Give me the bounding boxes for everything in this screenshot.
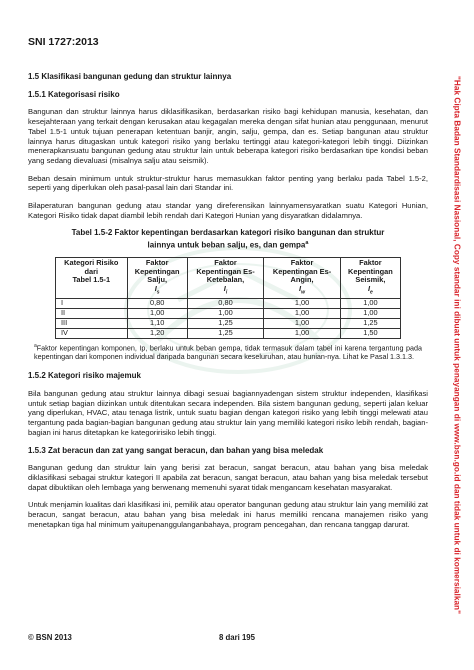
table-caption-line2: lainnya untuk beban salju, es, dan gempa [147,241,306,251]
table-cell: 1,25 [340,318,400,328]
subsection-heading-1-5-1: 1.5.1 Kategorisasi risiko [28,89,120,99]
header-line: Tabel 1.5-1 [72,275,111,285]
section-title: 1.5 Klasifikasi bangunan gedung dan struktur lainnya [28,72,232,81]
header-ice-wind-factor [264,258,341,299]
header-symbol: $I_i$ [223,283,228,296]
header-line: Seismik, [355,275,386,285]
footer-page-number: 8 dari 195 [219,633,255,642]
table-cell-category: IV [56,328,128,338]
header-symbol: $I_e$ [367,283,373,296]
header-line: Kepentingan [134,266,180,276]
table-row [56,318,401,328]
table-cell: 1,00 [264,308,341,318]
table-cell: 1,00 [127,308,187,318]
paragraph: Bilaperaturan bangunan gedung atau standar yang direferensikan lainnyamensyaratkan suatu Kategori Hunian, Kategori Risiko tidak dapat diambil lebih rendah dari Kategori Hunian yang disyaratkan didalamnya. [28,201,428,220]
header-snow-factor [127,258,187,299]
table-caption-sup: a [305,240,309,247]
header-line: Salju, [147,275,168,285]
header-line: Kepentingan Es- [272,266,332,276]
header-line: Kepentingan Es- [196,266,255,276]
paragraph: Bila bangunan gedung atau struktur lainnya dibagi sesuai bagiannyadengan sistem struktur independen, klasifikasi untuk setiap bagian diizinkan untuk ditentukan secara independen. Bila sistem bangunan gedung, seperti jalan keluar yang diperlukan, HVAC, atau tenaga listrik, untuk suatu bagian dengan kategori risiko yang lebih tinggi melewati atau tergantung pada bagian-bagian bangunan gedung atau struktur lain yang memiliki kategori risiko lebih rendah, bagian-bagian ini harus ditetapkan ke kategoririsiko lebih tinggi. [28,389,428,437]
table-cell: 0,80 [187,298,264,308]
header-symbol: $I_s$ [154,283,160,296]
table-caption-line1: Tabel 1.5-2 Faktor kepentingan berdasarkan kategori risiko bangunan dan struktur [71,228,385,238]
header-line: Faktor [359,258,382,268]
subsection-heading-1-5-2: 1.5.2 Kategori risiko majemuk [28,371,141,381]
header-line: dari [84,266,99,276]
header-line: Kategori Risiko [64,258,119,268]
footnote-text: Faktor kepentingan komponen, Ip, berlaku untuk beban gempa, tidak termasuk dalam tabel ini karena tergantung pada kepentingan dari komponen individual daripada bangunan secara keseluruhan, atau hunian-nya. Lihat ke Pasal 1.3.1.3. [34,343,422,362]
header-line: Faktor [145,258,169,268]
standard-code: SNI 1727:2013 [28,36,99,48]
header-line: Faktor [214,258,237,268]
table-cell: 1,50 [340,328,400,338]
paragraph: Bangunan gedung dan struktur lain yang berisi zat beracun, sangat beracun, atau bahan yang bisa meledak diklasifikasi sebagai struktur kategori II apabila zat beracun, sangat beracun, atau bahan yang bisa meledak tersebut dapat dibuktikan oleh lembaga yang berwenang memenuhi syarat tidak mengancam kesehatan masyarakat. [28,463,428,492]
header-ice-thickness-factor [187,258,264,299]
table-row [56,298,401,308]
table-cell: 1,00 [264,298,341,308]
importance-factor-table [55,257,401,339]
table-cell: 0,80 [127,298,187,308]
table-cell-category: III [56,318,128,328]
table-cell: 1,10 [127,318,187,328]
footer-copyright: © BSN 2013 [28,633,72,642]
header-symbol: $I_w$ [299,283,305,296]
table-cell: 1,00 [340,308,400,318]
table-cell-category: II [56,308,128,318]
table-row [56,328,401,338]
table-footnote [34,342,422,361]
header-line: Ketebalan, [206,275,245,285]
table-header-row [56,258,401,299]
header-line: Faktor [290,258,314,268]
table-cell: 1,00 [340,298,400,308]
table-cell: 1,25 [187,318,264,328]
table-cell: 1,00 [264,328,341,338]
table-row [56,308,401,318]
paragraph: Bangunan dan struktur lainnya harus diklasifikasikan, berdasarkan risiko bagi kehidupan manusia, kesehatan, dan kesejahteraan yang terkait dengan kerusakan atau kegagalan mereka dengan sifat hunian atau penggunaan, menurut Tabel 1.5-1 untuk tujuan penerapan ketentuan banjir, angin, salju, gempa, dan es. Setiap bangunan atau struktur lainnya harus ditugaskan untuk kategori risiko yang berlaku tertinggi atau kategori-kategori lebih tinggi. Diizinkan menerapkansuatu bangunan gedung atau struktur lain untuk beberapa kategori risiko berdasarkan tipe kondisi beban yang sedang dievaluasi (misalnya salju atau seismik). [28,107,428,165]
table-cell-category: I [56,298,128,308]
subsection-heading-1-5-3: 1.5.3 Zat beracun dan zat yang sangat beracun, dan bahan yang bisa meledak [28,445,324,455]
paragraph: Untuk menjamin kualitas dari klasifikasi ini, pemilik atau operator bangunan gedung atau struktur lain yang memiliki zat beracun, sangat beracun, atau bahan yang bisa meledak ini harus memiliki rencana manajemen risiko yang menetapkan tiga hal minimum yaitupenanggulanganbahaya, program pencegahan, dan rencana tanggap darurat. [28,500,428,529]
watermark-text: "Hak Cipta Badan Standardisasi Nasional, Copy standar ini dibuat untuk penayangan di www.bsn.go.id dan tidak untuk di komersialkan" [452,75,462,614]
header-risk-category [56,258,128,299]
footnote-marker: a [34,342,37,349]
table-caption [28,228,428,251]
header-line: Kepentingan [348,266,393,276]
paragraph: Beban desain minimum untuk struktur-struktur harus memasukkan faktor penting yang berlaku pada Tabel 1.5-2, seperti yang diperlukan oleh pasal-pasal lain dari Standar ini. [28,173,428,193]
table-cell: 1,20 [127,328,187,338]
table-cell: 1,00 [187,308,264,318]
table-cell: 1,25 [187,328,264,338]
copyright-watermark [446,72,468,617]
table-cell: 1,00 [264,318,341,328]
header-seismic-factor [340,258,400,299]
header-line: Angin, [290,275,314,285]
document-body [28,72,428,537]
